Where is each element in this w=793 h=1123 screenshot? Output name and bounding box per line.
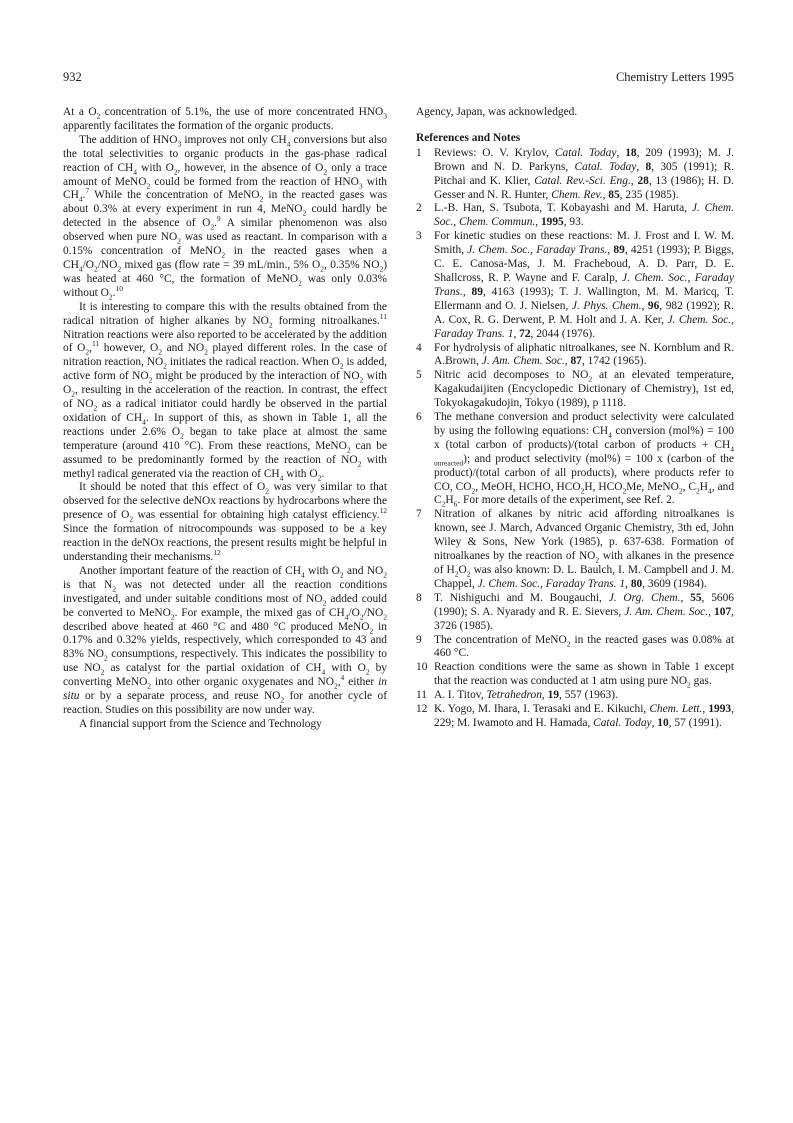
reference-text: K. Yogo, M. Ihara, I. Terasaki and E. Kikuchi, Chem. Lett., 1993, 229; M. Iwamoto and H. Hamada, Catal. Today, 10, 57 (1991). xyxy=(434,703,734,729)
reference-text: For kinetic studies on these reactions: M. J. Frost and I. W. M. Smith, J. Chem. Soc., Faraday Trans., 89, 4251 (1993); P. Biggs, C. E. Canosa-Mas, J. M. Fracheboud, A. D. Parr, D. E. Shallcross, R. P. Wayne and F. Caralp, J. Chem. Soc., Faraday Trans., 89, 4163 (1993); T. J. Wallington, M. M. Maricq, T. Ellermann and O. J. Nielsen, J. Phys. Chem., 96, 982 (1992); R. A. Cox, R. G. Derwent, P. M. Holt and J. A. Ker, J. Chem. Soc., Faraday Trans. 1, 72, 2044 (1976). xyxy=(434,230,735,340)
reference-text: L.-B. Han, S. Tsubota, T. Kobayashi and M. Haruta, J. Chem. Soc., Chem. Commun., 1995, 93. xyxy=(434,202,734,229)
reference-number: 8 xyxy=(416,591,422,604)
reference-item xyxy=(416,703,734,731)
body-text-left-column xyxy=(63,106,387,732)
reference-number: 4 xyxy=(416,341,422,354)
reference-item xyxy=(416,689,734,703)
paragraph: At a $O_2$ concentration of 5.1%, the use of more concentrated $HNO_3$ apparently facilitates the formation of the organic products. xyxy=(63,106,388,132)
reference-number: 11 xyxy=(416,689,427,702)
reference-item xyxy=(416,147,734,203)
reference-text: Reaction conditions were the same as shown in Table 1 except that the reaction was conducted at 1 atm using pure $NO_2$ gas. xyxy=(434,661,734,690)
reference-text: For hydrolysis of aliphatic nitroalkanes, see N. Kornblum and R. A.Brown, J. Am. Chem. Soc., 87, 1742 (1965). xyxy=(434,341,734,368)
reference-item xyxy=(416,661,734,689)
journal-name: Chemistry Letters 1995 xyxy=(615,70,734,84)
reference-text: Nitric acid decomposes to $NO_2$ at an elevated temperature, Kagakudaijiten (Encyclopedic Dictionary of Chemistry), 1st ed, Tokyokagakudojin, Tokyo (1989), p 1118. xyxy=(434,369,734,410)
reference-number: 1 xyxy=(416,146,422,159)
reference-number: 2 xyxy=(416,202,422,215)
reference-item xyxy=(416,369,734,411)
references-heading: References and Notes xyxy=(416,131,521,144)
reference-number: 12 xyxy=(416,703,428,716)
reference-text: The concentration of MeNO$_2$ in the reacted gases was 0.08% at 460 °C. xyxy=(434,633,734,660)
reference-number: 5 xyxy=(416,369,422,382)
page-number: 932 xyxy=(63,70,82,84)
reference-item xyxy=(416,342,734,370)
reference-number: 10 xyxy=(416,661,428,674)
paragraph: It should be noted that this effect of $O_2$ was very similar to that observed for the selective deNOx reactions by hydrocarbons where the presence of $O_2$ was essential for obtaining high catalyst efficiency.$^{12}$ Since the formation of nitrocompounds was supposed to be a key reaction in the deNOx reactions, the present results might be helpful in understanding their mechanisms.$^{12}$ xyxy=(63,481,387,563)
reference-item xyxy=(416,411,734,508)
reference-text: Nitration of alkanes by nitric acid affording nitroalkanes is known, see J. March, Advanced Organic Chemistry, 3th ed, John Wiley & Sons, New York (1985), p. 637-638. Formation of nitroalkanes by the reaction of $NO_2$ with alkanes in the presence of $H_2O_2$ was also known: D. L. Baulch, I. M. Campbell and J. M. Chappel, J. Chem. Soc., Faraday Trans. 1, 80, 3609 (1984). xyxy=(434,508,735,590)
acknowledgment-continuation: Agency, Japan, was acknowledged. xyxy=(416,106,578,118)
reference-text: The methane conversion and product selectivity were calculated by using the following equations: $CH_4$ conversion (mol%) = 100 x (total carbon of products)/(total carbon of products + $CH_{4 unreacted}$); and product selectivity (mol%) = 100 x (carbon of the product)/(total carbon of all products), where products refer to CO, $CO_2$, MeOH, HCHO, $HCO_2H$, $HCO_2Me$, MeNO$_2$, $C_2H_4$, and $C_2H_6$. For more details of the experiment, see Ref. 2. xyxy=(434,411,735,509)
reference-number: 7 xyxy=(416,508,422,521)
reference-number: 6 xyxy=(416,411,422,424)
reference-number: 9 xyxy=(416,633,422,646)
page-header xyxy=(63,70,734,90)
reference-item xyxy=(416,508,734,591)
reference-text: Reviews: O. V. Krylov, Catal. Today, 18, 209 (1993); M. J. Brown and N. D. Parkyns, Catal. Today, 8, 305 (1991); R. Pitchai and K. Klier, Catal. Rev.-Sci. Eng., 28, 13 (1986); H. D. Gesser and N. R. Hunter, Chem. Rev., 85, 235 (1985). xyxy=(434,146,734,201)
reference-number: 3 xyxy=(416,230,422,243)
acknowledgment-paragraph: A financial support from the Science and Technology xyxy=(79,717,322,730)
reference-text: T. Nishiguchi and M. Bougauchi, J. Org. Chem., 55, 5606 (1990); S. A. Nyarady and R. E. Sievers, J. Am. Chem. Soc., 107, 3726 (1985). xyxy=(434,591,735,632)
references-list xyxy=(416,147,734,731)
reference-item xyxy=(416,230,734,341)
paragraph: The addition of $HNO_3$ improves not only $CH_4$ conversions but also the total selectivities to organic products in the gas-phase radical reaction of $CH_4$ with $O_2$, however, in the absence of $O_2$ only a trace amount of MeNO$_2$ could be formed from the reaction of $HNO_3$ with $CH_4.^7$ While the concentration of MeNO$_2$ in the reacted gases was about 0.3% at every experiment in run 4, MeNO$_2$ could hardly be detected in the absence of $O_2.^9$ A similar phenomenon was also observed when pure $NO_2$ was used as reactant. In comparison with a 0.15% concentration of MeNO$_2$ in the reacted gases when a $CH_4/O_2/NO_2$ mixed gas (flow rate = 39 mL/min., 5% $O_2$, 0.35% $NO_2$) was heated at 460 °C, the formation of MeNO$_2$ was only 0.03% without $O_2.^{10}$ xyxy=(63,133,388,302)
reference-item xyxy=(416,592,734,634)
reference-item xyxy=(416,634,734,662)
paragraph: It is interesting to compare this with the results obtained from the radical nitration of higher alkanes by $NO_2$ forming nitroalkanes.$^{11}$ Nitration reactions were also reported to be accelerated by the addition of $O_2,^{11}$ however, $O_2$ and $NO_2$ played different roles. In the case of nitration reaction, $NO_2$ initiates the radical reaction. When $O_2$ is added, active form of $NO_2$ might be produced by the interaction of $NO_2$ with $O_2$, resulting in the acceleration of the reaction. In contrast, the effect of $NO_2$ as a radical initiator could hardly be observed in the partial oxidation of $CH_4$. In support of this, as shown in Table 1, all the reactions under 2.6% $O_2$ began to take place at almost the same temperature (around 410 °C). From these reactions, MeNO$_2$ can be assumed to be predominantly formed by the reaction of $NO_2$ with methyl radical generated via the reaction of $CH_4$ with $O_2$. xyxy=(63,300,388,482)
right-column xyxy=(416,106,734,731)
paragraph: Another important feature of the reaction of $CH_4$ with $O_2$ and $NO_2$ is that $N_2$ was not detected under all the reaction conditions investigated, and under suitable conditions most of $NO_2$ added could be converted to MeNO$_2$. For example, the mixed gas of $CH_4/O_2/NO_2$ described above heated at 460 °C and 480 °C produced MeNO$_2$ in 0.17% and 0.32% yields, respectively, which corresponded to 43 and 83% $NO_2$ consumptions, respectively. This indicates the possibility to use $NO_2$ as catalyst for the partial oxidation of $CH_4$ with $O_2$ by converting MeNO$_2$ into other organic oxygenates and $NO_2,^4$ either in situ or by a separate process, and reuse $NO_2$ for another cycle of reaction. Studies on this possibility are now under way. xyxy=(63,564,388,716)
reference-text: A. I. Titov, Tetrahedron, 19, 557 (1963). xyxy=(434,689,618,702)
reference-item xyxy=(416,202,734,230)
